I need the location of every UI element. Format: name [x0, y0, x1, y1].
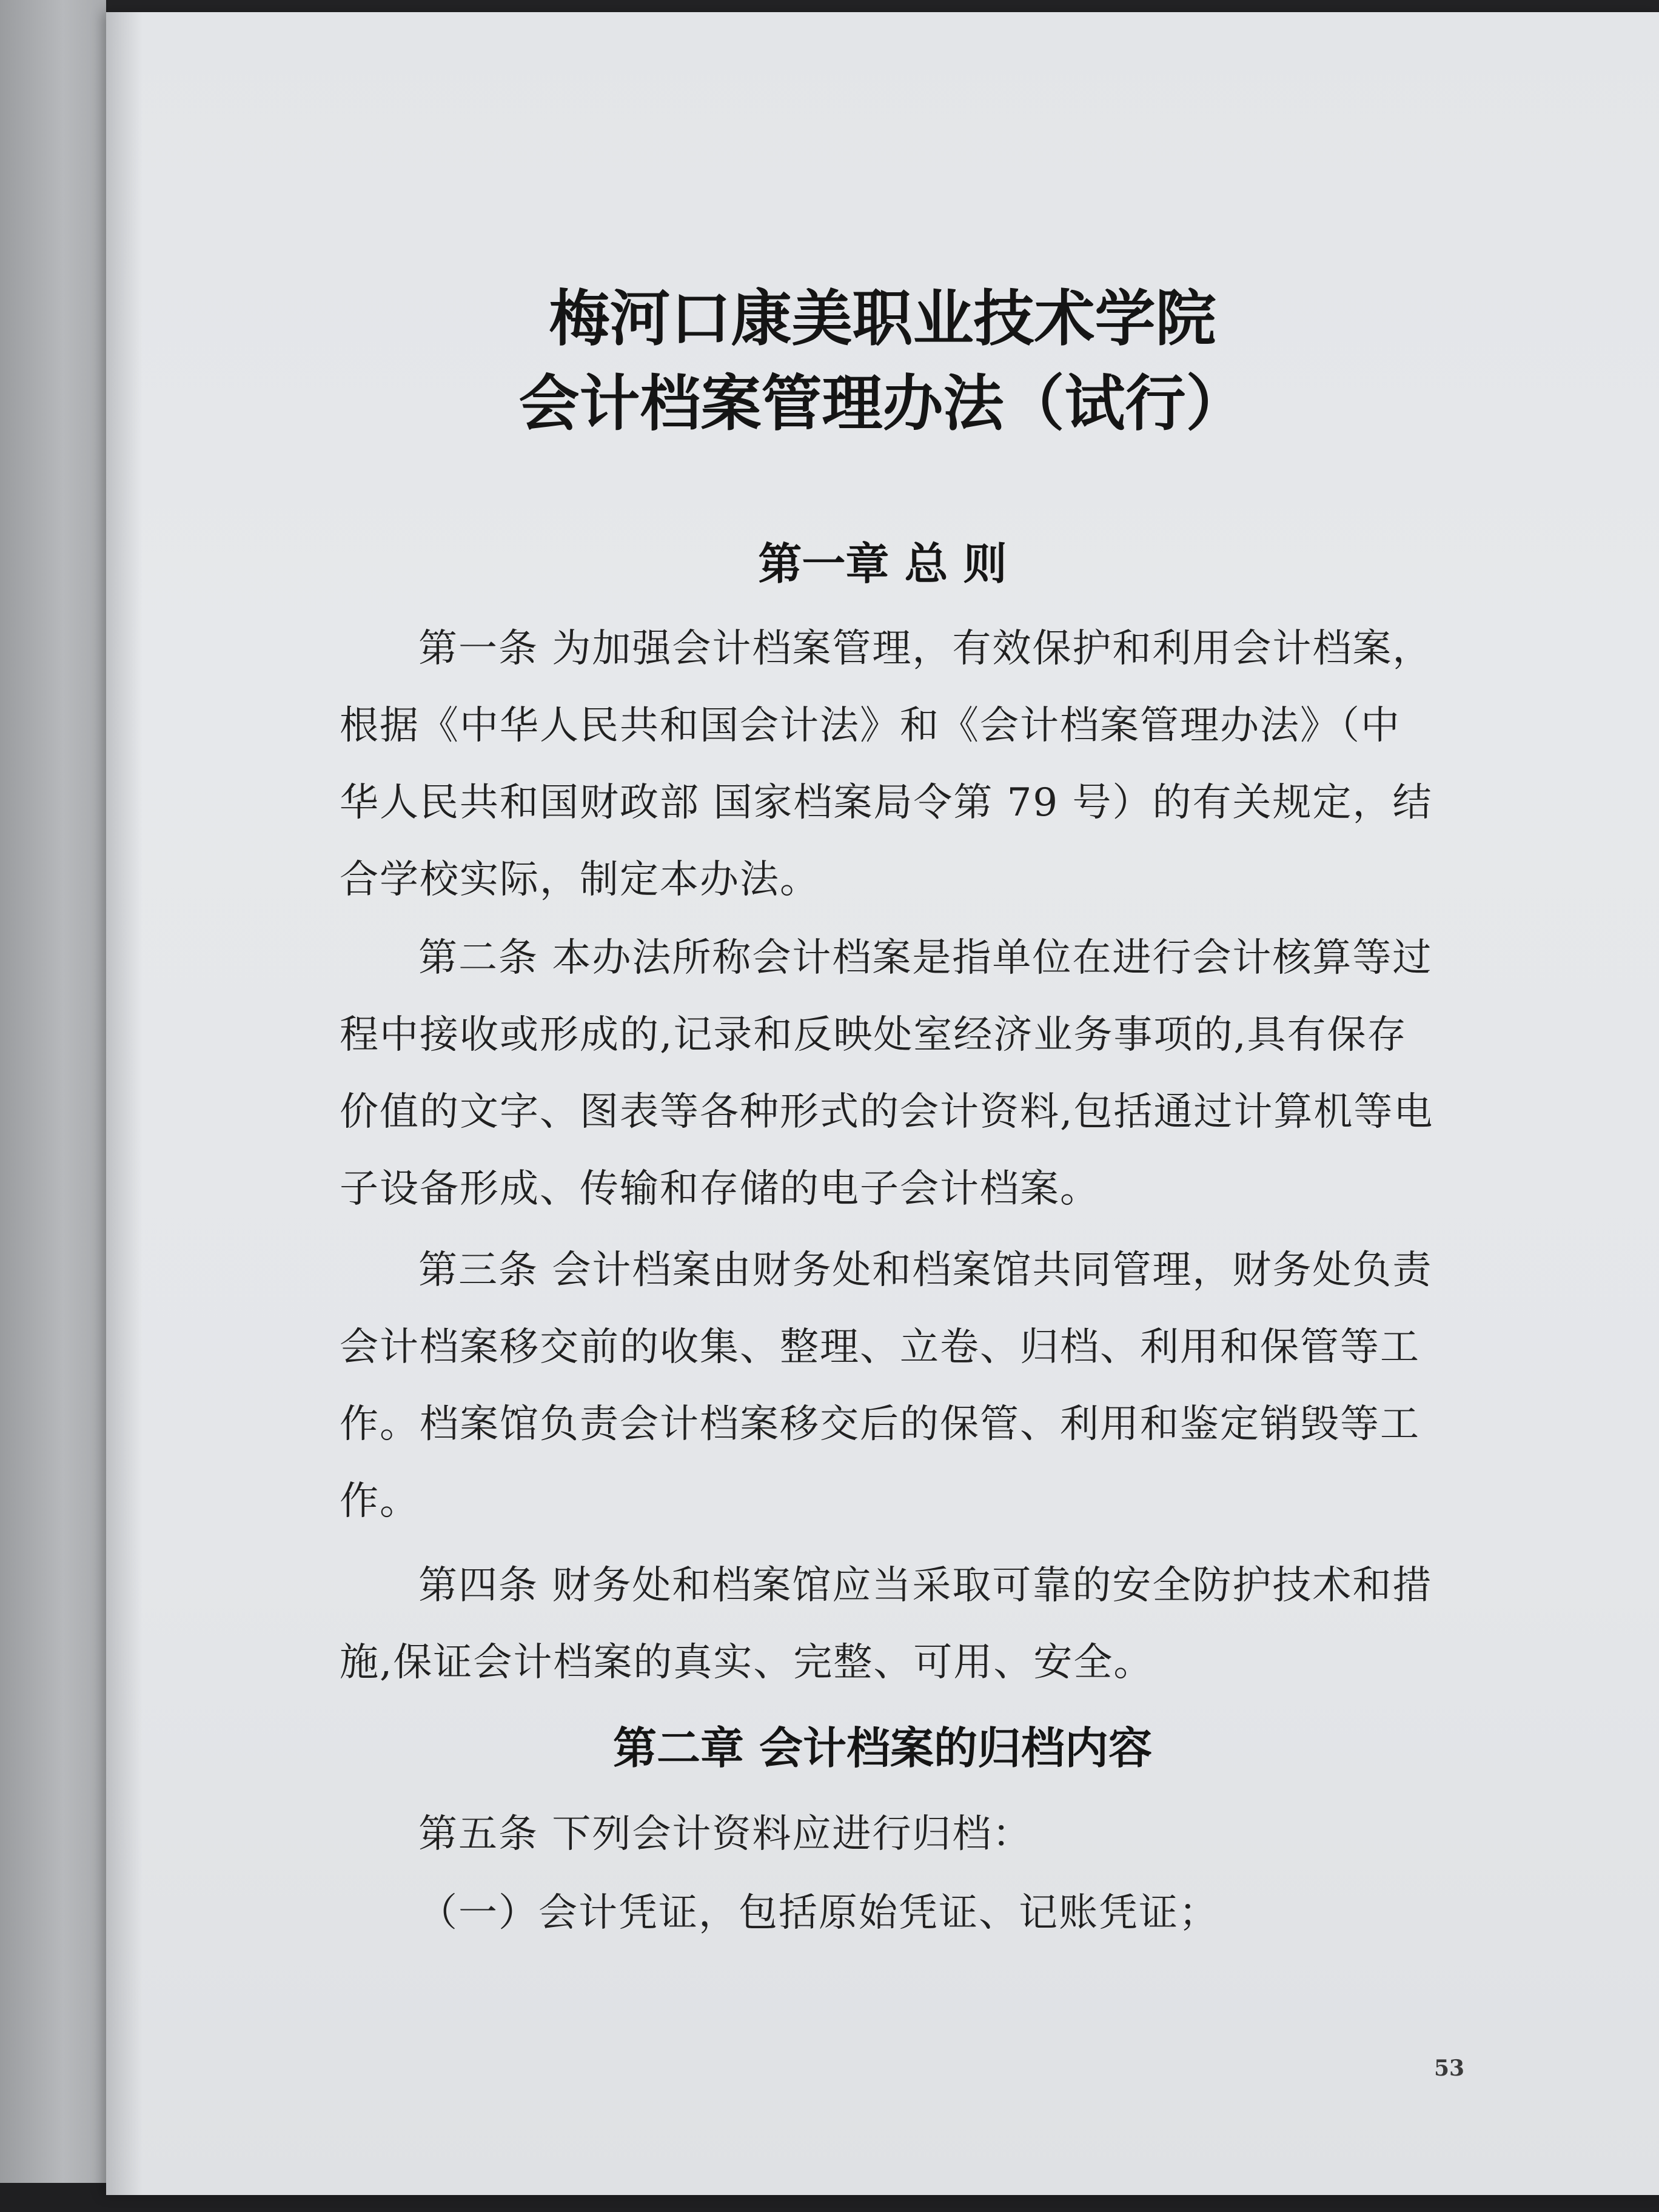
article-3-line-2: 会计档案移交前的收集、整理、立卷、归档、利用和保管等工	[340, 1325, 1420, 1370]
article-2-line-2: 程中接收或形成的,记录和反映处室经济业务事项的,具有保存	[340, 1013, 1407, 1057]
article-4-line-1: 第四条 财务处和档案馆应当采取可靠的安全防护技术和措	[418, 1563, 1433, 1608]
article-3-line-3: 作。档案馆负责会计档案移交后的保管、利用和鉴定销毁等工	[340, 1402, 1420, 1447]
chapter-heading: 第二章 会计档案的归档内容	[612, 1723, 1153, 1774]
article-3-line-4: 作。	[340, 1479, 420, 1524]
chapter-heading: 第一章 总 则	[758, 538, 1007, 589]
list-item-1: （一）会计凭证，包括原始凭证、记账凭证；	[418, 1891, 1219, 1936]
article-1-line-1: 第一条 为加强会计档案管理，有效保护和利用会计档案，	[418, 626, 1433, 671]
article-4-line-2: 施,保证会计档案的真实、完整、可用、安全。	[340, 1640, 1154, 1685]
article-3-line-1: 第三条 会计档案由财务处和档案馆共同管理，财务处负责	[418, 1248, 1433, 1293]
article-5-line-1: 第五条 下列会计资料应进行归档：	[418, 1812, 1033, 1857]
article-2-line-3: 价值的文字、图表等各种形式的会计资料,包括通过计算机等电	[340, 1090, 1434, 1134]
page-number: 53	[1433, 2056, 1465, 2081]
article-1-line-4: 合学校实际，制定本办法。	[340, 857, 820, 902]
document-title-line2: 会计档案管理办法（试行）	[518, 367, 1247, 439]
adjacent-page-edge	[0, 0, 106, 2212]
article-2-line-4: 子设备形成、传输和存储的电子会计档案。	[340, 1167, 1100, 1212]
article-1-line-3: 华人民共和国财政部 国家档案局令第 79 号）的有关规定，结	[340, 780, 1433, 825]
document-page	[106, 12, 1659, 2195]
article-2-line-1: 第二条 本办法所称会计档案是指单位在进行会计核算等过	[418, 936, 1433, 980]
document-title-line1: 梅河口康美职业技术学院	[549, 283, 1216, 354]
article-1-line-2: 根据《中华人民共和国会计法》和《会计档案管理办法》（中	[340, 703, 1401, 748]
